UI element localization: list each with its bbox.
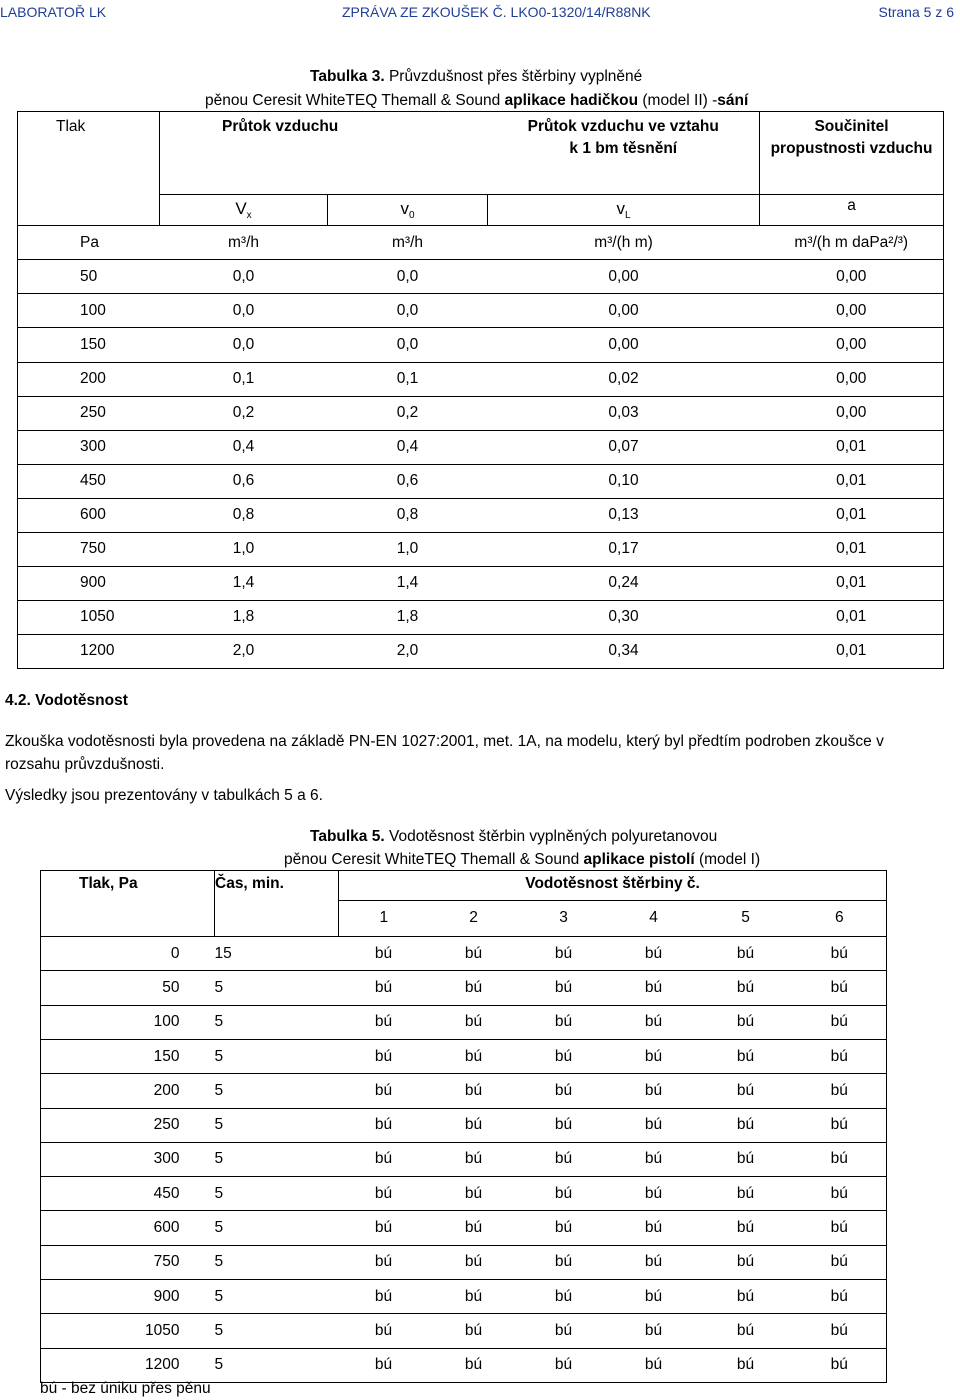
table-cell: 0,2 <box>328 396 488 430</box>
table5-caption-line1: Tabulka 5. Vodotěsnost štěrbin vyplněných polyuretanovou <box>310 828 718 845</box>
table-cell: 5 <box>215 1177 339 1211</box>
table-cell: 0,1 <box>328 362 488 396</box>
table-cell: bú <box>609 1348 699 1382</box>
table-cell: bú <box>339 971 429 1005</box>
table-cell: bú <box>609 1040 699 1074</box>
table-cell: 750 <box>18 532 160 566</box>
table-row <box>18 498 944 532</box>
table-cell: 1,0 <box>160 532 328 566</box>
table-cell: bú <box>609 1074 699 1108</box>
symbol-a: a <box>760 195 944 225</box>
table-cell: 1,0 <box>328 532 488 566</box>
table-cell: 0 <box>41 937 215 971</box>
symbol-v0: $v_0$ <box>328 195 488 225</box>
table-cell: bú <box>793 1211 887 1245</box>
table-row <box>41 937 887 971</box>
table-cell: bú <box>519 1040 609 1074</box>
table-cell: 0,8 <box>160 498 328 532</box>
table-cell: 450 <box>41 1177 215 1211</box>
table-cell: 300 <box>18 430 160 464</box>
table-cell: bú <box>429 1211 519 1245</box>
table-cell: bú <box>339 1177 429 1211</box>
table-cell: bú <box>793 1245 887 1279</box>
table-cell: 0,17 <box>488 532 760 566</box>
table-cell: 5 <box>215 1245 339 1279</box>
col-header-tlak: Tlak <box>18 112 160 195</box>
slit-number: 1 <box>339 900 429 937</box>
table3-caption-line1: Tabulka 3. Průvzdušnost přes štěrbiny vyplněné <box>310 68 643 85</box>
table-cell: bú <box>793 1314 887 1348</box>
table-cell: bú <box>429 1245 519 1279</box>
table-cell: bú <box>793 1177 887 1211</box>
table-cell: 0,2 <box>160 396 328 430</box>
table3-units-row <box>18 225 944 260</box>
table-cell: bú <box>699 1211 793 1245</box>
table5-header-row <box>41 871 887 901</box>
table-cell: 200 <box>41 1074 215 1108</box>
table-cell: 0,01 <box>760 430 944 464</box>
table-cell: bú <box>429 1005 519 1039</box>
table-cell: 0,00 <box>760 260 944 294</box>
table-row <box>41 1211 887 1245</box>
footnote: bú - bez úniku přes pěnu <box>40 1380 211 1397</box>
table-cell: bú <box>609 1005 699 1039</box>
table-cell: bú <box>339 1108 429 1142</box>
header-lab: LABORATOŘ LK <box>0 4 107 20</box>
table-row <box>18 464 944 498</box>
table-cell: 1050 <box>18 600 160 634</box>
table-cell: 5 <box>215 1040 339 1074</box>
col-header-soucinitel: Součinitel propustnosti vzduchu <box>760 112 944 195</box>
table-cell: 150 <box>41 1040 215 1074</box>
table-cell: bú <box>793 1279 887 1313</box>
table-cell: 100 <box>18 294 160 328</box>
table-cell: 50 <box>41 971 215 1005</box>
table-cell: 600 <box>18 498 160 532</box>
table-row <box>41 1279 887 1313</box>
table-cell: 0,01 <box>760 498 944 532</box>
table-cell: bú <box>339 1040 429 1074</box>
table-row <box>41 1177 887 1211</box>
table3-symbol-row <box>18 195 944 225</box>
unit-m3hmdapa: m³/(h m daPa²/³) <box>760 225 944 260</box>
table-cell: 100 <box>41 1005 215 1039</box>
table-cell: 750 <box>41 1245 215 1279</box>
section-paragraph-1: Zkouška vodotěsnosti byla provedena na základě PN-EN 1027:2001, met. 1A, na modelu, který byl předtím podroben zkoušce v rozsahu průvzdušnosti. <box>5 733 884 773</box>
table-cell: 0,34 <box>488 634 760 668</box>
table-cell: bú <box>609 1314 699 1348</box>
table-cell: bú <box>699 1177 793 1211</box>
slit-number: 4 <box>609 900 699 937</box>
table-cell: 0,01 <box>760 464 944 498</box>
table-cell: bú <box>793 1142 887 1176</box>
table-cell: 600 <box>41 1211 215 1245</box>
table-cell: bú <box>793 1005 887 1039</box>
table-cell: bú <box>429 1348 519 1382</box>
table-cell: bú <box>519 1108 609 1142</box>
table-cell: bú <box>429 937 519 971</box>
table-cell: bú <box>519 1074 609 1108</box>
table-cell: 0,0 <box>160 294 328 328</box>
table-cell: 0,00 <box>760 396 944 430</box>
table-row <box>18 430 944 464</box>
table-cell: bú <box>429 1279 519 1313</box>
table-cell: bú <box>339 1074 429 1108</box>
table-cell: 0,24 <box>488 566 760 600</box>
table-cell: 1,8 <box>160 600 328 634</box>
table-cell: 0,01 <box>760 566 944 600</box>
table-cell: 5 <box>215 1314 339 1348</box>
table-cell: 1,8 <box>328 600 488 634</box>
table-cell: bú <box>699 1314 793 1348</box>
table-cell: bú <box>429 1314 519 1348</box>
table-cell: bú <box>699 1142 793 1176</box>
slit-blank-1 <box>41 900 215 937</box>
table-cell: 0,30 <box>488 600 760 634</box>
table-row <box>18 294 944 328</box>
col-header-cas: Čas, min. <box>215 871 339 901</box>
table-cell: bú <box>699 1279 793 1313</box>
table-cell: 0,0 <box>328 328 488 362</box>
table-cell: 0,0 <box>160 260 328 294</box>
table-row <box>18 396 944 430</box>
table-cell: bú <box>519 1279 609 1313</box>
table-cell: 0,0 <box>328 260 488 294</box>
table-cell: bú <box>339 1348 429 1382</box>
table-cell: 0,10 <box>488 464 760 498</box>
table-cell: bú <box>339 1245 429 1279</box>
table-air-permeability <box>17 111 944 669</box>
table-row <box>41 1040 887 1074</box>
table-cell: 0,4 <box>328 430 488 464</box>
slit-number: 3 <box>519 900 609 937</box>
table-cell: bú <box>429 971 519 1005</box>
table-cell: bú <box>609 1211 699 1245</box>
table-cell: 1,4 <box>160 566 328 600</box>
table-cell: bú <box>429 1177 519 1211</box>
table-cell: bú <box>793 1040 887 1074</box>
slit-number: 5 <box>699 900 793 937</box>
unit-pa: Pa <box>18 225 160 260</box>
table-cell: 0,03 <box>488 396 760 430</box>
table-row <box>18 600 944 634</box>
table-row <box>41 1005 887 1039</box>
table-cell: bú <box>609 1142 699 1176</box>
symbol-vl: $v_L$ <box>488 195 760 225</box>
table-row <box>18 532 944 566</box>
table-cell: bú <box>793 1348 887 1382</box>
table-cell: bú <box>519 1314 609 1348</box>
table-cell: bú <box>699 937 793 971</box>
table-cell: bú <box>519 1245 609 1279</box>
table-cell: bú <box>793 1074 887 1108</box>
table-cell: 250 <box>18 396 160 430</box>
table-row <box>41 1142 887 1176</box>
table-row <box>18 260 944 294</box>
table-cell: 0,00 <box>760 362 944 396</box>
slit-number: 2 <box>429 900 519 937</box>
section-paragraph-2: Výsledky jsou prezentovány v tabulkách 5 a 6. <box>5 787 323 804</box>
col-header-vodotesnost: Vodotěsnost štěrbiny č. <box>339 871 887 901</box>
table-cell: 0,02 <box>488 362 760 396</box>
table-cell: 5 <box>215 971 339 1005</box>
table-cell: bú <box>339 1279 429 1313</box>
table-cell: 0,0 <box>160 328 328 362</box>
table-row <box>18 566 944 600</box>
table-cell: 150 <box>18 328 160 362</box>
table3-header-row <box>18 112 944 195</box>
table-cell: bú <box>793 937 887 971</box>
col-header-prutok-vztah: Průtok vzduchu ve vztahu k 1 bm těsnění <box>488 112 760 195</box>
table-cell: bú <box>699 971 793 1005</box>
col-header-tlak-pa: Tlak, Pa <box>41 871 215 901</box>
table-cell: bú <box>699 1348 793 1382</box>
table-cell: 0,00 <box>488 260 760 294</box>
table-cell: bú <box>429 1040 519 1074</box>
table-cell: bú <box>339 937 429 971</box>
table-cell: 0,6 <box>160 464 328 498</box>
table-cell: bú <box>519 1005 609 1039</box>
table-cell: 1200 <box>18 634 160 668</box>
table-cell: bú <box>519 1348 609 1382</box>
table-cell: bú <box>429 1108 519 1142</box>
table-cell: 5 <box>215 1005 339 1039</box>
table-cell: 0,00 <box>760 328 944 362</box>
table-cell: 0,01 <box>760 634 944 668</box>
table-cell: bú <box>699 1245 793 1279</box>
table3-caption-line2: pěnou Ceresit WhiteTEQ Themall & Sound aplikace hadičkou (model II) -sání <box>205 92 749 109</box>
table-watertightness <box>40 870 887 1383</box>
table-cell: bú <box>699 1005 793 1039</box>
symbol-blank <box>18 195 160 225</box>
slit-blank-2 <box>215 900 339 937</box>
table-cell: 5 <box>215 1142 339 1176</box>
table-cell: bú <box>609 937 699 971</box>
table-cell: bú <box>519 937 609 971</box>
table-cell: 0,00 <box>488 294 760 328</box>
table-row <box>18 634 944 668</box>
table-cell: bú <box>609 1245 699 1279</box>
table-cell: 5 <box>215 1279 339 1313</box>
table-cell: bú <box>793 971 887 1005</box>
table-cell: 2,0 <box>160 634 328 668</box>
table-cell: 5 <box>215 1348 339 1382</box>
table-cell: 250 <box>41 1108 215 1142</box>
table-cell: 5 <box>215 1074 339 1108</box>
table-cell: 1200 <box>41 1348 215 1382</box>
table-row <box>41 1074 887 1108</box>
col-header-prutok: Průtok vzduchu <box>160 112 488 195</box>
table-cell: 5 <box>215 1108 339 1142</box>
table-row <box>41 1348 887 1382</box>
header-report-title: ZPRÁVA ZE ZKOUŠEK Č. LKO0-1320/14/R88NK <box>342 4 651 20</box>
unit-m3h-2: m³/h <box>328 225 488 260</box>
table-row <box>41 1108 887 1142</box>
table-cell: bú <box>609 971 699 1005</box>
table-cell: 0,4 <box>160 430 328 464</box>
table-cell: 0,8 <box>328 498 488 532</box>
table-cell: 1050 <box>41 1314 215 1348</box>
table-cell: 15 <box>215 937 339 971</box>
table-cell: 2,0 <box>328 634 488 668</box>
table-cell: 200 <box>18 362 160 396</box>
table-cell: 5 <box>215 1211 339 1245</box>
table-cell: bú <box>429 1074 519 1108</box>
table-cell: bú <box>609 1108 699 1142</box>
table-cell: 50 <box>18 260 160 294</box>
table-cell: bú <box>339 1211 429 1245</box>
table-cell: bú <box>699 1108 793 1142</box>
table-row <box>41 971 887 1005</box>
table-cell: bú <box>699 1074 793 1108</box>
table-cell: bú <box>339 1005 429 1039</box>
table-cell: 0,00 <box>488 328 760 362</box>
table-cell: bú <box>519 1142 609 1176</box>
table-cell: bú <box>609 1177 699 1211</box>
header-page-number: Strana 5 z 6 <box>878 4 954 20</box>
table-row <box>18 362 944 396</box>
unit-m3hm: m³/(h m) <box>488 225 760 260</box>
table-row <box>18 328 944 362</box>
table-cell: bú <box>429 1142 519 1176</box>
table-cell: bú <box>339 1142 429 1176</box>
table-cell: bú <box>793 1108 887 1142</box>
table-cell: 450 <box>18 464 160 498</box>
symbol-vx: $V_x$ <box>160 195 328 225</box>
table-row <box>41 1314 887 1348</box>
slit-number: 6 <box>793 900 887 937</box>
table-cell: bú <box>609 1279 699 1313</box>
table-cell: 900 <box>18 566 160 600</box>
table-cell: bú <box>699 1040 793 1074</box>
table-cell: 300 <box>41 1142 215 1176</box>
table-cell: bú <box>519 1177 609 1211</box>
table-row <box>41 1245 887 1279</box>
unit-m3h-1: m³/h <box>160 225 328 260</box>
table-cell: 0,1 <box>160 362 328 396</box>
table-cell: 0,0 <box>328 294 488 328</box>
table-cell: 0,13 <box>488 498 760 532</box>
table-cell: 0,6 <box>328 464 488 498</box>
table-cell: 0,07 <box>488 430 760 464</box>
table-cell: 0,01 <box>760 600 944 634</box>
table-cell: bú <box>339 1314 429 1348</box>
table-cell: 0,01 <box>760 532 944 566</box>
table5-slit-numbers-row <box>41 900 887 937</box>
table-cell: 900 <box>41 1279 215 1313</box>
section-heading: 4.2. Vodotěsnost <box>5 692 128 709</box>
table-cell: bú <box>519 1211 609 1245</box>
table-cell: 1,4 <box>328 566 488 600</box>
table-cell: bú <box>519 971 609 1005</box>
table-cell: 0,00 <box>760 294 944 328</box>
table5-caption-line2: pěnou Ceresit WhiteTEQ Themall & Sound aplikace pistolí (model I) <box>284 851 761 868</box>
